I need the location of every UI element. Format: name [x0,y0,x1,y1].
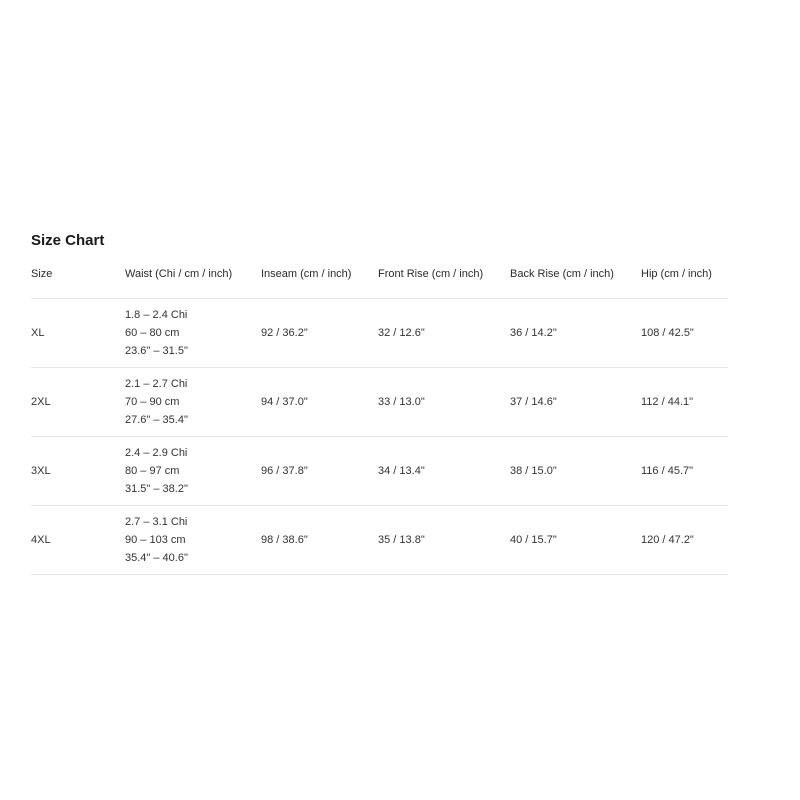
waist-cm: 80 – 97 cm [125,465,180,477]
size-chart [31,228,728,575]
cell-size: 3XL [31,437,125,506]
header-inseam: Inseam (cm / inch) [261,268,378,299]
header-back-rise: Back Rise (cm / inch) [510,268,641,299]
cell-size: 4XL [31,506,125,575]
table-row [31,368,728,437]
cell-hip: 120 / 47.2" [641,506,728,575]
header-hip: Hip (cm / inch) [641,268,728,299]
cell-inseam: 96 / 37.8" [261,437,378,506]
cell-front-rise: 33 / 13.0" [378,368,510,437]
cell-hip: 108 / 42.5" [641,299,728,368]
waist-chi: 2.7 – 3.1 Chi [125,516,188,528]
size-table [31,268,728,575]
cell-back-rise: 40 / 15.7" [510,506,641,575]
cell-front-rise: 32 / 12.6" [378,299,510,368]
cell-waist [125,437,261,506]
waist-chi: 2.1 – 2.7 Chi [125,378,188,390]
header-front-rise: Front Rise (cm / inch) [378,268,510,299]
waist-inch: 23.6" – 31.5" [125,345,188,357]
cell-size: XL [31,299,125,368]
cell-waist [125,299,261,368]
header-size: Size [31,268,125,299]
cell-inseam: 98 / 38.6" [261,506,378,575]
page-title: Size Chart [31,232,105,249]
cell-back-rise: 36 / 14.2" [510,299,641,368]
cell-inseam: 92 / 36.2" [261,299,378,368]
waist-cm: 70 – 90 cm [125,396,180,408]
cell-front-rise: 35 / 13.8" [378,506,510,575]
cell-front-rise: 34 / 13.4" [378,437,510,506]
header-waist: Waist (Chi / cm / inch) [125,268,261,299]
waist-chi: 1.8 – 2.4 Chi [125,309,188,321]
cell-waist [125,368,261,437]
cell-size: 2XL [31,368,125,437]
cell-waist [125,506,261,575]
cell-inseam: 94 / 37.0" [261,368,378,437]
waist-chi: 2.4 – 2.9 Chi [125,447,188,459]
table-row [31,299,728,368]
cell-hip: 112 / 44.1" [641,368,728,437]
waist-inch: 35.4" – 40.6" [125,552,188,564]
cell-back-rise: 37 / 14.6" [510,368,641,437]
table-header-row [31,268,728,299]
table-row [31,506,728,575]
cell-back-rise: 38 / 15.0" [510,437,641,506]
cell-hip: 116 / 45.7" [641,437,728,506]
table-row [31,437,728,506]
waist-inch: 27.6" – 35.4" [125,414,188,426]
waist-cm: 60 – 80 cm [125,327,180,339]
waist-cm: 90 – 103 cm [125,534,186,546]
waist-inch: 31.5" – 38.2" [125,483,188,495]
